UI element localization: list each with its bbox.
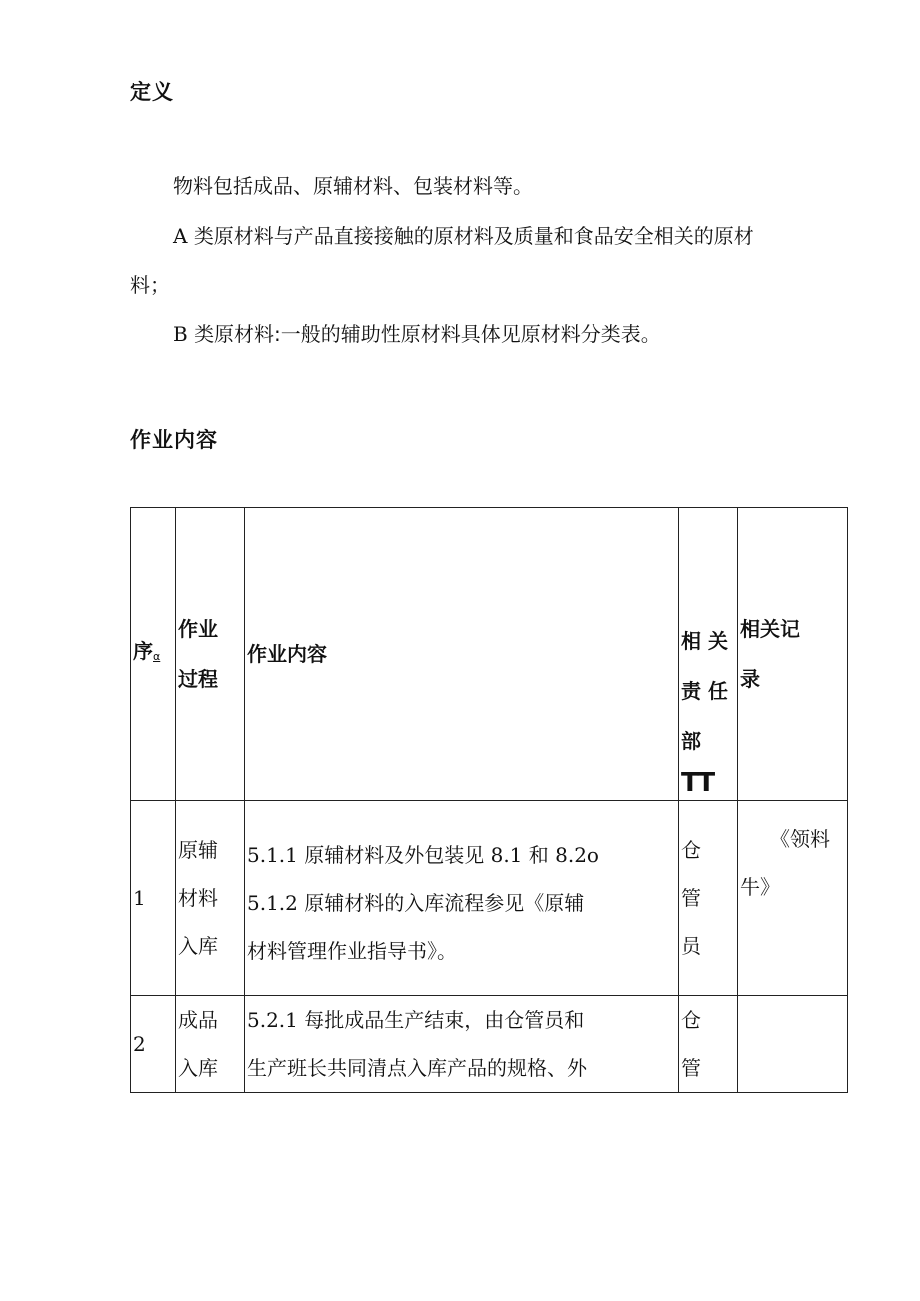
header-dept-line-1: 相 关 [681,629,728,653]
row-1-record [738,801,848,996]
definition-paragraph-2 [173,223,754,249]
row-2-process-line: 入库 [178,1056,218,1080]
row-2-dept-line: 仓 [681,1008,701,1032]
row-2-content [245,996,679,1093]
header-dept-line-4: TT [681,768,714,798]
row-2-content-line: 生产班长共同清点入库产品的规格、外 [247,1056,587,1080]
header-record-line-1: 相关记 [740,617,800,641]
header-dept [679,508,738,801]
section-heading-work-content: 作业内容 [130,428,218,452]
row-1-record-line: 《领料 [770,827,830,851]
row-1-content [245,801,679,996]
row-2-seq: 2 [131,996,176,1093]
row-1-dept-line: 仓 [681,838,701,862]
row-2-process-line: 成品 [178,1008,218,1032]
row-2-dept-line: 管 [681,1056,701,1080]
header-seq-mark: α [153,650,161,663]
section-heading-definition: 定义 [130,80,174,104]
row-1-seq: 1 [131,801,176,996]
table-header-row [131,508,848,801]
header-record-line-2: 录 [740,667,760,691]
header-content: 作业内容 [245,508,679,801]
category-letter-b: B [173,322,188,346]
work-content-table [130,507,848,1093]
row-1-dept-line: 管 [681,886,701,910]
row-1-content-line: 5.1.2 原辅材料的入库流程参见《原辅 [247,891,585,915]
header-dept-line-3: 部 [681,729,701,753]
header-seq-label: 序 [133,639,153,663]
row-1-content-line: 材料管理作业指导书》。 [247,939,457,963]
definition-paragraph-3 [173,321,661,347]
header-process-line-2: 过程 [178,667,218,691]
row-2-content-line: 5.2.1 每批成品生产结束，由仓管员和 [247,1008,585,1032]
header-seq [131,508,176,801]
row-1-dept-line: 员 [681,934,701,958]
row-1-process-line: 材料 [178,886,218,910]
definition-paragraph-3-text: 类原材料:一般的辅助性原材料具体见原材料分类表。 [194,322,661,346]
definition-paragraph-2-line-1: 类原材料与产品直接接触的原材料及质量和食品安全相关的原材 [193,224,754,248]
row-1-process [176,801,245,996]
row-2-record [738,996,848,1093]
category-letter-a: A [173,224,188,248]
row-1-record-line: 牛》 [740,875,780,899]
header-process-line-1: 作业 [178,617,218,641]
definition-paragraph-1: 物料包括成品、原辅材料、包装材料等。 [173,174,533,198]
row-1-dept [679,801,738,996]
row-1-process-line: 原辅 [178,838,218,862]
row-1-process-line: 入库 [178,934,218,958]
header-record [738,508,848,801]
header-dept-line-2: 责 任 [681,679,728,703]
table-row [131,801,848,996]
definition-paragraph-2-line-2: 料； [130,273,170,297]
row-1-content-line: 5.1.1 原辅材料及外包装见 8.1 和 8.2o [247,843,599,867]
row-2-process [176,996,245,1093]
row-2-dept [679,996,738,1093]
header-process [176,508,245,801]
table-row [131,996,848,1093]
